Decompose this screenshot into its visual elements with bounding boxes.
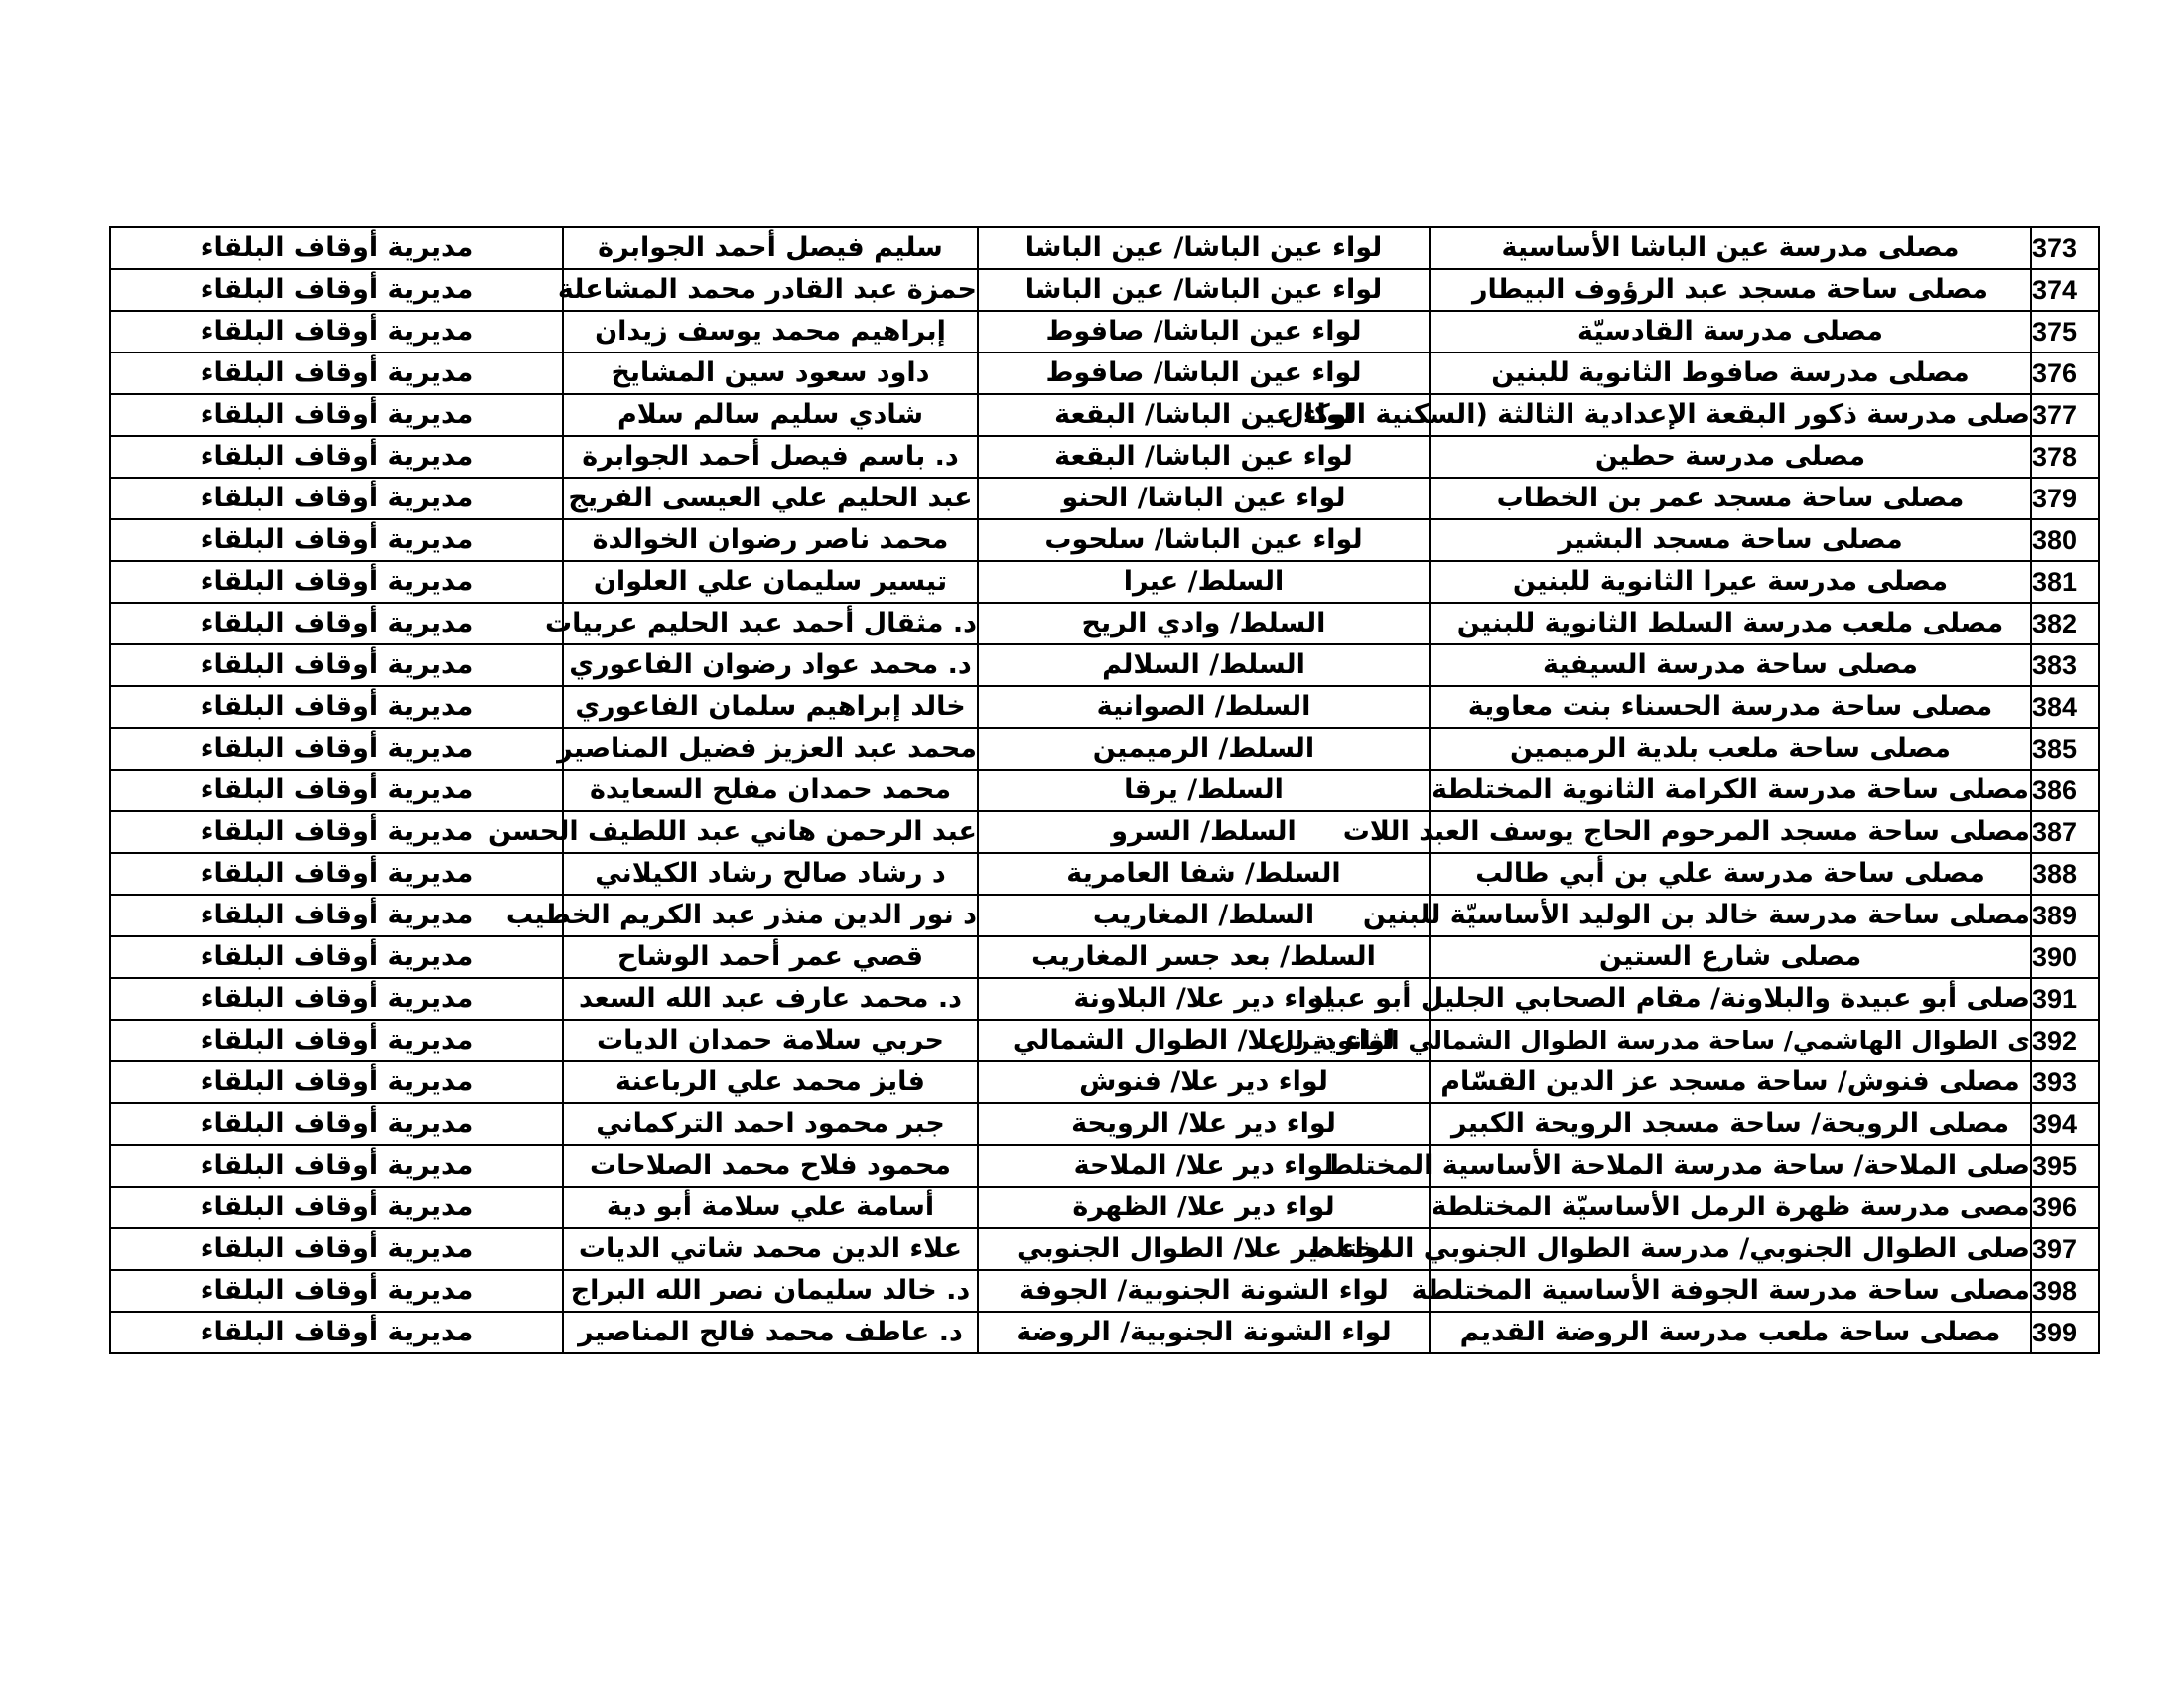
imam-name-cell: إبراهيم محمد يوسف زيدان xyxy=(563,311,978,352)
table-row xyxy=(110,311,2099,352)
venue-cell: مصلى ساحة مدرسة السيفية xyxy=(1430,644,2031,686)
venue-cell: مصلى ساحة مسجد عبد الرؤوف البيطار xyxy=(1430,269,2031,311)
venue-cell: مصلى ساحة مسجد عمر بن الخطاب xyxy=(1430,478,2031,519)
row-number-cell: 376 xyxy=(2031,352,2099,394)
table-row xyxy=(110,728,2099,770)
venue-cell: مصلى ساحة مسجد المرحوم الحاج يوسف العبد اللات xyxy=(1430,811,2031,853)
directorate-cell: مديرية أوقاف البلقاء xyxy=(110,1145,563,1187)
row-number-cell: 374 xyxy=(2031,269,2099,311)
row-number-cell: 388 xyxy=(2031,853,2099,895)
row-number-cell: 394 xyxy=(2031,1103,2099,1145)
location-cell: لواء دير علا/ الظهرة xyxy=(978,1187,1430,1228)
row-number-cell: 377 xyxy=(2031,394,2099,436)
row-number-cell: 391 xyxy=(2031,978,2099,1020)
venue-cell: مصلى فنوش/ ساحة مسجد عز الدين القسّام xyxy=(1430,1061,2031,1103)
directorate-cell: مديرية أوقاف البلقاء xyxy=(110,311,563,352)
venue-cell: مصلى ساحة مدرسة خالد بن الوليد الأساسيّة للبنين xyxy=(1430,895,2031,936)
directorate-cell: مديرية أوقاف البلقاء xyxy=(110,561,563,603)
venue-cell: مصلى ساحة مدرسة الحسناء بنت معاوية xyxy=(1430,686,2031,728)
location-cell: لواء دير علا/ البلاونة xyxy=(978,978,1430,1020)
imam-name-cell: عبد الحليم علي العيسى الفريج xyxy=(563,478,978,519)
imam-name-cell: د. عاطف محمد فالح المناصير xyxy=(563,1312,978,1353)
venue-cell: صلى الطوال الجنوبي/ مدرسة الطوال الجنوبي المختلط xyxy=(1430,1228,2031,1270)
location-cell: لواء عين الباشا/ الحنو xyxy=(978,478,1430,519)
row-number-cell: 375 xyxy=(2031,311,2099,352)
directorate-cell: مديرية أوقاف البلقاء xyxy=(110,1312,563,1353)
table-row xyxy=(110,352,2099,394)
row-number-cell: 397 xyxy=(2031,1228,2099,1270)
row-number-cell: 387 xyxy=(2031,811,2099,853)
directorate-cell: مديرية أوقاف البلقاء xyxy=(110,770,563,811)
imam-name-cell: داود سعود سين المشايخ xyxy=(563,352,978,394)
table-row xyxy=(110,1103,2099,1145)
row-number-cell: 395 xyxy=(2031,1145,2099,1187)
row-number-cell: 386 xyxy=(2031,770,2099,811)
venue-cell: ى الطوال الهاشمي/ ساحة مدرسة الطوال الشمالي الثانوية لل xyxy=(1430,1020,2031,1061)
location-cell: لواء دير علا/ الطوال الجنوبي xyxy=(978,1228,1430,1270)
location-cell: السلط/ يرقا xyxy=(978,770,1430,811)
location-cell: لواء عين الباشا/ سلحوب xyxy=(978,519,1430,561)
location-cell: السلط/ السلالم xyxy=(978,644,1430,686)
directorate-cell: مديرية أوقاف البلقاء xyxy=(110,394,563,436)
table-row xyxy=(110,478,2099,519)
location-cell: لواء دير علا/ الرويحة xyxy=(978,1103,1430,1145)
table-row xyxy=(110,770,2099,811)
table-row xyxy=(110,394,2099,436)
row-number-cell: 389 xyxy=(2031,895,2099,936)
venue-cell: مصلى شارع الستين xyxy=(1430,936,2031,978)
location-cell: السلط/ السرو xyxy=(978,811,1430,853)
directorate-cell: مديرية أوقاف البلقاء xyxy=(110,519,563,561)
directorate-cell: مديرية أوقاف البلقاء xyxy=(110,853,563,895)
directorate-cell: مديرية أوقاف البلقاء xyxy=(110,436,563,478)
row-number-cell: 373 xyxy=(2031,227,2099,269)
imam-name-cell: محمد ناصر رضوان الخوالدة xyxy=(563,519,978,561)
directorate-cell: مديرية أوقاف البلقاء xyxy=(110,1020,563,1061)
venue-cell: مصلى ملعب مدرسة السلط الثانوية للبنين xyxy=(1430,603,2031,644)
imam-name-cell: حربي سلامة حمدان الديات xyxy=(563,1020,978,1061)
venue-cell: مصلى مدرسة صافوط الثانوية للبنين xyxy=(1430,352,2031,394)
table-row xyxy=(110,1312,2099,1353)
venue-cell: مصلى ساحة مدرسة الجوفة الأساسية المختلطة xyxy=(1430,1270,2031,1312)
directorate-cell: مديرية أوقاف البلقاء xyxy=(110,227,563,269)
table-row xyxy=(110,1061,2099,1103)
imam-name-cell: حمزة عبد القادر محمد المشاعلة xyxy=(563,269,978,311)
table-row xyxy=(110,436,2099,478)
venue-cell: مصلى مدرسة عين الباشا الأساسية xyxy=(1430,227,2031,269)
directorate-cell: مديرية أوقاف البلقاء xyxy=(110,352,563,394)
venue-cell: صلى مدرسة ذكور البقعة الإعدادية الثالثة (السكنية الوكال xyxy=(1430,394,2031,436)
location-cell: لواء عين الباشا/ عين الباشا xyxy=(978,269,1430,311)
directorate-cell: مديرية أوقاف البلقاء xyxy=(110,1187,563,1228)
row-number-cell: 380 xyxy=(2031,519,2099,561)
venue-cell: مصلى ساحة ملعب بلدية الرميمين xyxy=(1430,728,2031,770)
row-number-cell: 390 xyxy=(2031,936,2099,978)
table-row xyxy=(110,603,2099,644)
table-row xyxy=(110,895,2099,936)
row-number-cell: 383 xyxy=(2031,644,2099,686)
row-number-cell: 384 xyxy=(2031,686,2099,728)
row-number-cell: 385 xyxy=(2031,728,2099,770)
imam-name-cell: د. باسم فيصل أحمد الجوابرة xyxy=(563,436,978,478)
venue-cell: مصلى الرويحة/ ساحة مسجد الرويحة الكبير xyxy=(1430,1103,2031,1145)
table-row xyxy=(110,978,2099,1020)
directorate-cell: مديرية أوقاف البلقاء xyxy=(110,603,563,644)
table-row xyxy=(110,561,2099,603)
row-number-cell: 382 xyxy=(2031,603,2099,644)
table-row xyxy=(110,1020,2099,1061)
table-row xyxy=(110,1228,2099,1270)
table-row xyxy=(110,644,2099,686)
imam-name-cell: د. خالد سليمان نصر الله البراج xyxy=(563,1270,978,1312)
imam-name-cell: د رشاد صالح رشاد الكيلاني xyxy=(563,853,978,895)
document-page xyxy=(109,226,2092,1354)
table-row xyxy=(110,853,2099,895)
directorate-cell: مديرية أوقاف البلقاء xyxy=(110,1061,563,1103)
row-number-cell: 398 xyxy=(2031,1270,2099,1312)
location-cell: لواء دير علا/ فنوش xyxy=(978,1061,1430,1103)
venue-cell: مصلى ساحة مدرسة علي بن أبي طالب xyxy=(1430,853,2031,895)
location-cell: السلط/ الصوانية xyxy=(978,686,1430,728)
imam-name-cell: د. محمد عارف عبد الله السعد xyxy=(563,978,978,1020)
row-number-cell: 396 xyxy=(2031,1187,2099,1228)
directorate-cell: مديرية أوقاف البلقاء xyxy=(110,1228,563,1270)
imam-name-cell: شادي سليم سالم سلام xyxy=(563,394,978,436)
directorate-cell: مديرية أوقاف البلقاء xyxy=(110,478,563,519)
imam-name-cell: عبد الرحمن هاني عبد اللطيف الحسن xyxy=(563,811,978,853)
row-number-cell: 393 xyxy=(2031,1061,2099,1103)
directorate-cell: مديرية أوقاف البلقاء xyxy=(110,1270,563,1312)
location-cell: السلط/ شفا العامرية xyxy=(978,853,1430,895)
directorate-cell: مديرية أوقاف البلقاء xyxy=(110,1103,563,1145)
table-row xyxy=(110,269,2099,311)
imam-name-cell: سليم فيصل أحمد الجوابرة xyxy=(563,227,978,269)
imam-name-cell: محمود فلاح محمد الصلاحات xyxy=(563,1145,978,1187)
table-row xyxy=(110,1270,2099,1312)
imam-name-cell: أسامة علي سلامة أبو دية xyxy=(563,1187,978,1228)
table-row xyxy=(110,1187,2099,1228)
imam-name-cell: محمد عبد العزيز فضيل المناصير xyxy=(563,728,978,770)
location-cell: لواء دير علا/ الملاحة xyxy=(978,1145,1430,1187)
row-number-cell: 381 xyxy=(2031,561,2099,603)
venue-cell: مصلى مدرسة عيرا الثانوية للبنين xyxy=(1430,561,2031,603)
location-cell: السلط/ عيرا xyxy=(978,561,1430,603)
table-row xyxy=(110,686,2099,728)
row-number-cell: 379 xyxy=(2031,478,2099,519)
location-cell: لواء عين الباشا/ البقعة xyxy=(978,436,1430,478)
location-cell: لواء عين الباشا/ صافوط xyxy=(978,352,1430,394)
directorate-cell: مديرية أوقاف البلقاء xyxy=(110,978,563,1020)
location-cell: لواء الشونة الجنوبية/ الجوفة xyxy=(978,1270,1430,1312)
imam-name-cell: علاء الدين محمد شاتي الديات xyxy=(563,1228,978,1270)
table-row xyxy=(110,936,2099,978)
venue-cell: مصلى مدرسة القادسيّة xyxy=(1430,311,2031,352)
imam-name-cell: قصي عمر أحمد الوشاح xyxy=(563,936,978,978)
table-row xyxy=(110,811,2099,853)
location-cell: السلط/ المغاريب xyxy=(978,895,1430,936)
location-cell: لواء دير علا/ الطوال الشمالي xyxy=(978,1020,1430,1061)
directorate-cell: مديرية أوقاف البلقاء xyxy=(110,269,563,311)
location-cell: السلط/ الرميمين xyxy=(978,728,1430,770)
imam-name-cell: محمد حمدان مفلح السعايدة xyxy=(563,770,978,811)
row-number-cell: 378 xyxy=(2031,436,2099,478)
venue-cell: مصى مدرسة ظهرة الرمل الأساسيّة المختلطة xyxy=(1430,1187,2031,1228)
location-cell: السلط/ بعد جسر المغاريب xyxy=(978,936,1430,978)
imam-name-cell: تيسير سليمان علي العلوان xyxy=(563,561,978,603)
location-cell: لواء عين الباشا/ صافوط xyxy=(978,311,1430,352)
location-cell: السلط/ وادي الريح xyxy=(978,603,1430,644)
directorate-cell: مديرية أوقاف البلقاء xyxy=(110,644,563,686)
directorate-cell: مديرية أوقاف البلقاء xyxy=(110,936,563,978)
venue-cell: صلى الملاحة/ ساحة مدرسة الملاحة الأساسية المختلط xyxy=(1430,1145,2031,1187)
directorate-cell: مديرية أوقاف البلقاء xyxy=(110,728,563,770)
imam-name-cell: د. مثقال أحمد عبد الحليم عربيات xyxy=(563,603,978,644)
imam-name-cell: فايز محمد علي الرباعنة xyxy=(563,1061,978,1103)
venue-cell: مصلى مدرسة حطين xyxy=(1430,436,2031,478)
table-body xyxy=(110,227,2099,1353)
location-cell: لواء الشونة الجنوبية/ الروضة xyxy=(978,1312,1430,1353)
prayer-venues-table xyxy=(109,226,2100,1354)
venue-cell: مصلى ساحة ملعب مدرسة الروضة القديم xyxy=(1430,1312,2031,1353)
directorate-cell: مديرية أوقاف البلقاء xyxy=(110,895,563,936)
table-row xyxy=(110,519,2099,561)
imam-name-cell: د. محمد عواد رضوان الفاعوري xyxy=(563,644,978,686)
imam-name-cell: خالد إبراهيم سلمان الفاعوري xyxy=(563,686,978,728)
row-number-cell: 399 xyxy=(2031,1312,2099,1353)
venue-cell: مصلى ساحة مدرسة الكرامة الثانوية المختلطة xyxy=(1430,770,2031,811)
table-row xyxy=(110,1145,2099,1187)
location-cell: لواء عين الباشا/ البقعة xyxy=(978,394,1430,436)
table-row xyxy=(110,227,2099,269)
row-number-cell: 392 xyxy=(2031,1020,2099,1061)
imam-name-cell: جبر محمود احمد التركماني xyxy=(563,1103,978,1145)
imam-name-cell: د نور الدين منذر عبد الكريم الخطيب xyxy=(563,895,978,936)
directorate-cell: مديرية أوقاف البلقاء xyxy=(110,811,563,853)
venue-cell: صلى أبو عبيدة والبلاونة/ مقام الصحابي الجليل أبو عبيد xyxy=(1430,978,2031,1020)
venue-cell: مصلى ساحة مسجد البشير xyxy=(1430,519,2031,561)
directorate-cell: مديرية أوقاف البلقاء xyxy=(110,686,563,728)
location-cell: لواء عين الباشا/ عين الباشا xyxy=(978,227,1430,269)
